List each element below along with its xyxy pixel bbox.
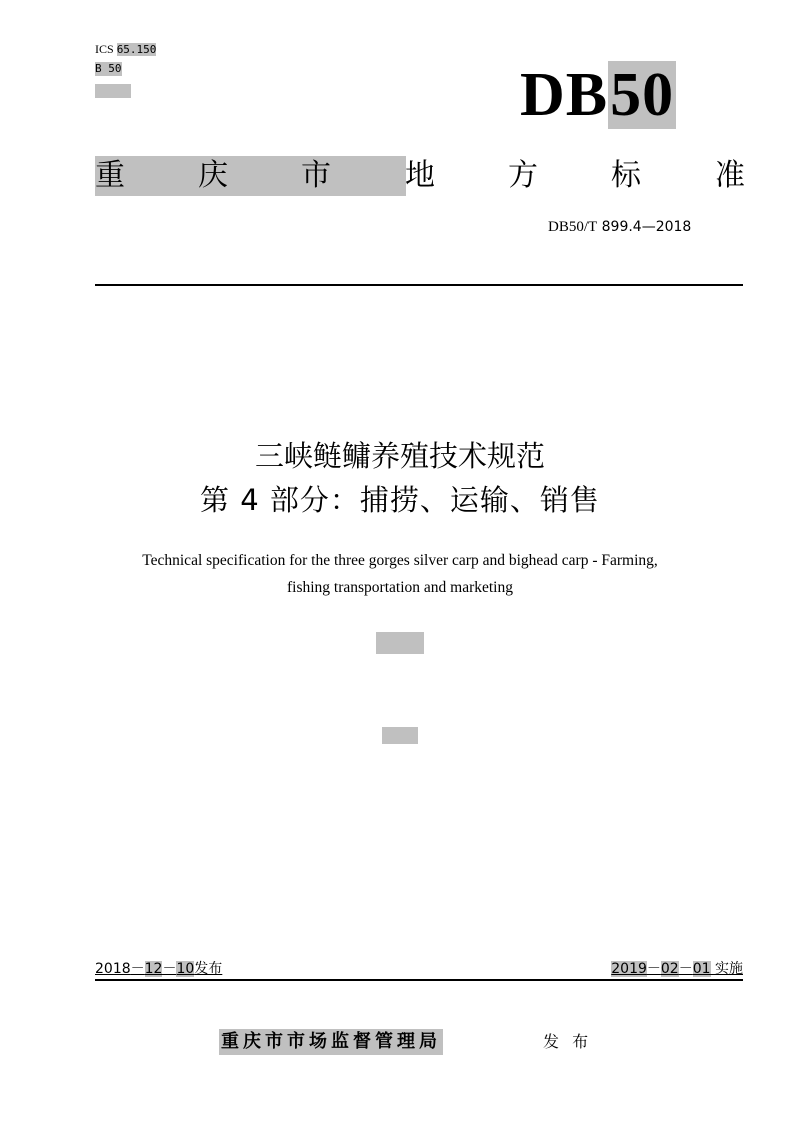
impl-day: 01 (692, 961, 711, 977)
standard-number-value: 899.4—2018 (601, 219, 692, 235)
date-separator: － (678, 961, 693, 977)
ics-code: 65.150 (116, 43, 157, 56)
date-separator: － (130, 961, 145, 977)
ccs-classification: B 50 (95, 62, 122, 75)
date-separator: － (646, 961, 661, 977)
publish-label: 发 布 (543, 1032, 593, 1051)
draft-status-placeholder (376, 632, 424, 654)
issuing-authority: 重庆市市场监督管理局 (219, 1029, 443, 1055)
standard-type-char: 地 (405, 158, 435, 193)
filing-number-placeholder (95, 84, 131, 98)
impl-month: 02 (660, 961, 679, 977)
issue-label: 发布 (194, 961, 223, 977)
standard-type-char: 重 (95, 158, 125, 193)
implementation-date (611, 958, 743, 980)
standard-type-heading (95, 156, 745, 196)
standard-type-char: 标 (611, 158, 641, 193)
standard-type-char: 庆 (198, 158, 228, 193)
document-subtitle: 第 4 部分：捕捞、运输、销售 (200, 483, 600, 517)
date-row (95, 958, 743, 980)
standard-number (548, 218, 691, 236)
impl-year: 2019 (611, 961, 647, 977)
db-logo-number: 50 (610, 61, 675, 129)
date-separator: － (162, 961, 177, 977)
issue-day: 10 (176, 961, 195, 977)
issue-month: 12 (144, 961, 163, 977)
standard-type-char: 方 (508, 158, 538, 193)
footer-divider (95, 979, 743, 981)
document-title: 三峡鲢鳙养殖技术规范 (254, 439, 545, 473)
issue-date (95, 958, 222, 980)
ics-classification (95, 42, 156, 57)
standard-type-char: 市 (301, 158, 331, 193)
db-standard-logo (520, 60, 676, 130)
standard-number-prefix: DB50/T (548, 219, 598, 235)
impl-label: 实施 (715, 961, 743, 977)
issue-year: 2018 (95, 961, 131, 977)
standard-type-highlight (95, 156, 406, 196)
header-divider (95, 284, 743, 286)
english-title-line2: fishing transportation and marketing (287, 579, 513, 596)
db-logo-prefix: DB (520, 61, 609, 129)
ics-label: ICS (95, 42, 114, 56)
english-title-line1: Technical specification for the three gorges silver carp and bighead carp - Farming, (142, 552, 658, 569)
standard-type-char: 准 (715, 158, 745, 193)
draft-date-placeholder (382, 727, 418, 744)
